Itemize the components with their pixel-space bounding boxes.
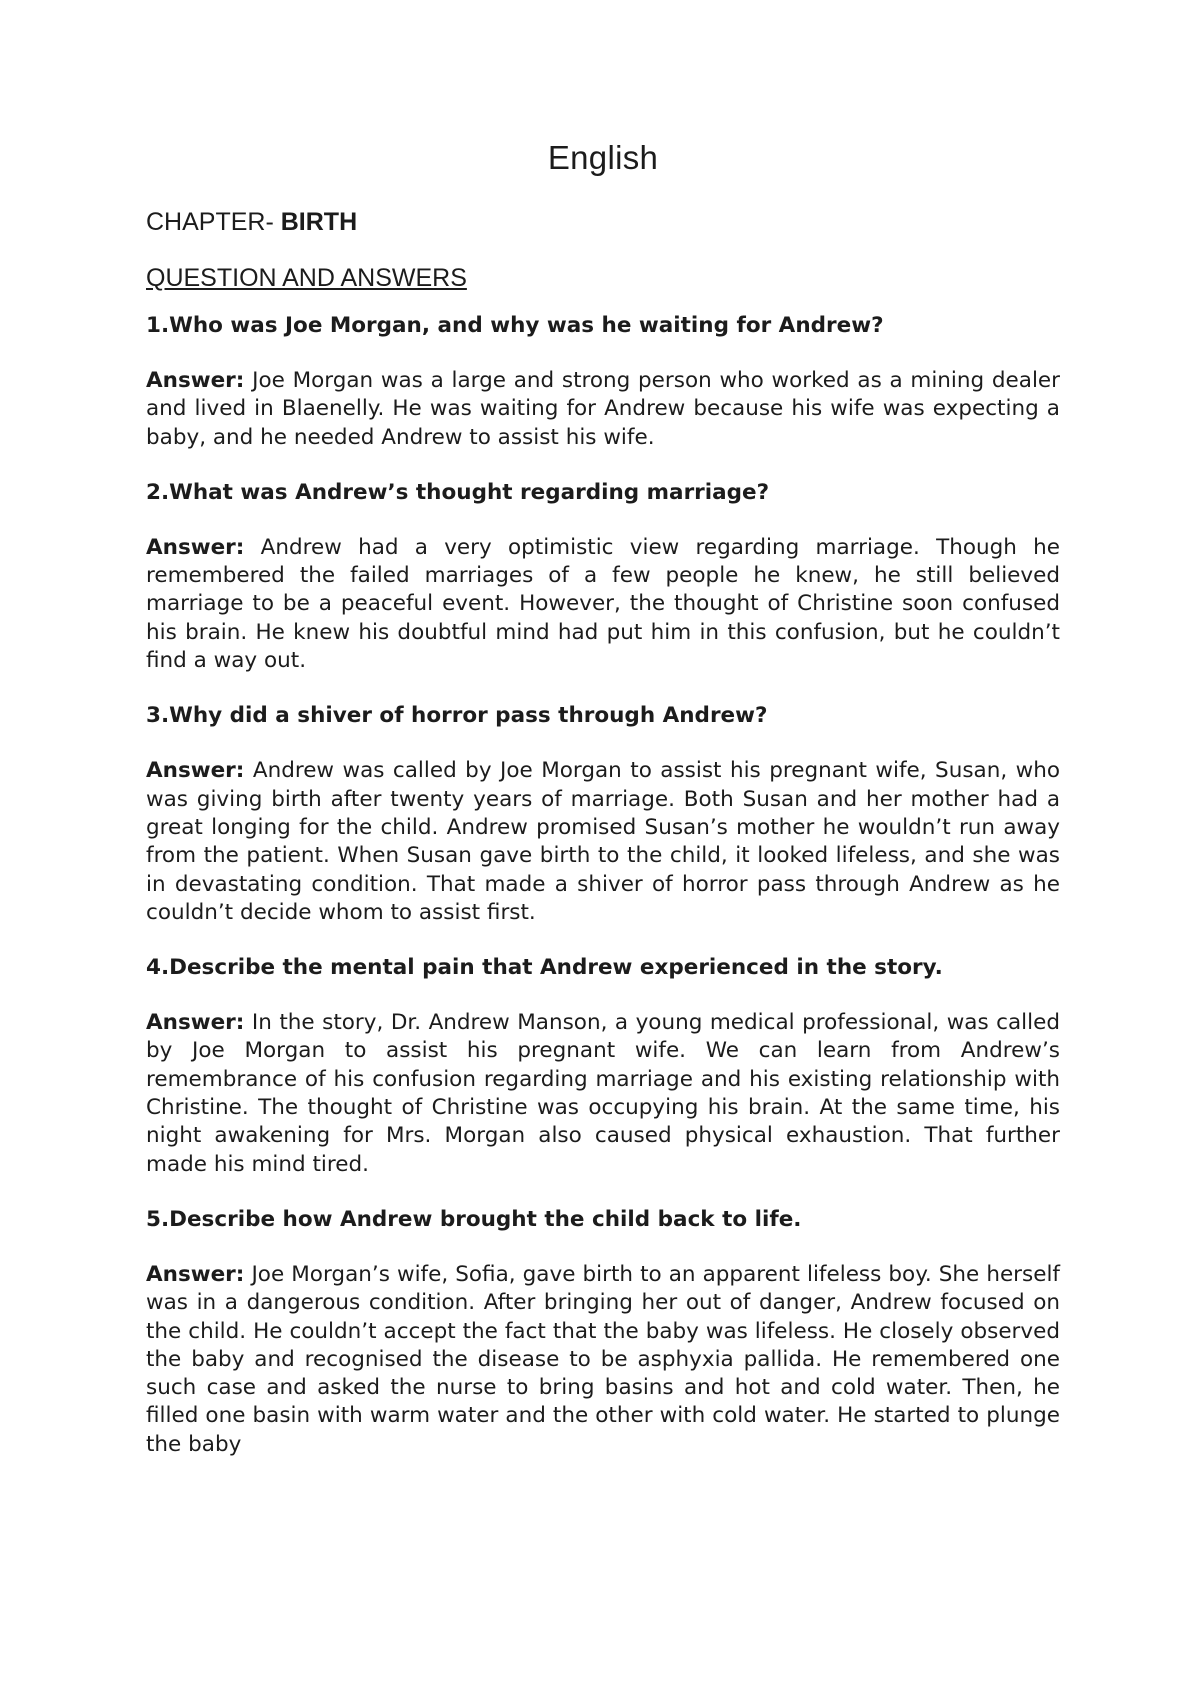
answer-label: Answer: — [146, 368, 245, 393]
answer-text-5: Joe Morgan’s wife, Sofia, gave birth to an apparent lifeless boy. She herself was in a dangerous condition. After bringing her out of danger, Andrew focused on the child. He couldn’t accept the fact that the baby was lifeless. He closely observed the baby and recognised the disease to be asphyxia pallida. He remembered one such case and asked the nurse to bring basins and hot and cold water. Then, he filled one basin with warm water and the other with cold water. He started to plunge the baby — [146, 1261, 1060, 1457]
answer-label: Answer: — [146, 758, 245, 784]
answer-5 — [146, 1261, 1060, 1459]
answer-3 — [146, 757, 1060, 927]
answer-1 — [146, 367, 1060, 452]
answer-text-3: Andrew was called by Joe Morgan to assist his pregnant wife, Susan, who was giving birth after twenty years of marriage. Both Susan and her mother had a great longing for the child. Andrew promised Susan’s mother he wouldn’t run away from the patient. When Susan gave birth to the child, it looked lifeless, and she was in devastating condition. That made a shiver of horror pass through Andrew as he couldn’t decide whom to assist first. — [146, 758, 1060, 925]
question-4: 4.Describe the mental pain that Andrew experienced in the story. — [146, 955, 943, 981]
section-heading: QUESTION AND ANSWERS — [146, 264, 467, 292]
question-5: 5.Describe how Andrew brought the child back to life. — [146, 1206, 802, 1232]
answer-2 — [146, 534, 1060, 675]
qa-item-4 — [146, 954, 1060, 1179]
answer-label: Answer: — [146, 1010, 245, 1036]
document-title: English — [547, 139, 659, 176]
qa-item-1 — [146, 312, 1060, 452]
answer-text-2: Andrew had a very optimistic view regarding marriage. Though he remembered the failed marriages of a few people he knew, he still believed marriage to be a peaceful event. However, the thought of Christine soon confused his brain. He knew his doubtful mind had put him in this confusion, but he couldn’t find a way out. — [146, 534, 1060, 674]
answer-text-1: Joe Morgan was a large and strong person who worked as a mining dealer and lived in Blaenelly. He was waiting for Andrew because his wife was expecting a baby, and he needed Andrew to assist his wife. — [146, 368, 1060, 450]
question-3: 3.Why did a shiver of horror pass through Andrew? — [146, 703, 768, 729]
answer-label: Answer: — [146, 534, 245, 560]
chapter-prefix: CHAPTER- — [146, 208, 274, 236]
qa-item-3 — [146, 702, 1060, 927]
answer-text-4: In the story, Dr. Andrew Manson, a young medical professional, was called by Joe Morgan to assist his pregnant wife. We can learn from Andrew’s remembrance of his confusion regarding marriage and his existing relationship with Christine. The thought of Christine was occupying his brain. At the same time, his night awakening for Mrs. Morgan also caused physical exhaustion. That further made his mind tired. — [146, 1010, 1060, 1177]
chapter-name: BIRTH — [280, 208, 358, 236]
qa-item-5 — [146, 1206, 1060, 1459]
chapter-heading — [146, 206, 1060, 238]
document-page — [146, 138, 1060, 1486]
question-1: 1.Who was Joe Morgan, and why was he waiting for Andrew? — [146, 313, 884, 338]
answer-4 — [146, 1009, 1060, 1179]
answer-label: Answer: — [146, 1261, 245, 1287]
question-2: 2.What was Andrew’s thought regarding marriage? — [146, 479, 770, 505]
qa-item-2 — [146, 479, 1060, 675]
